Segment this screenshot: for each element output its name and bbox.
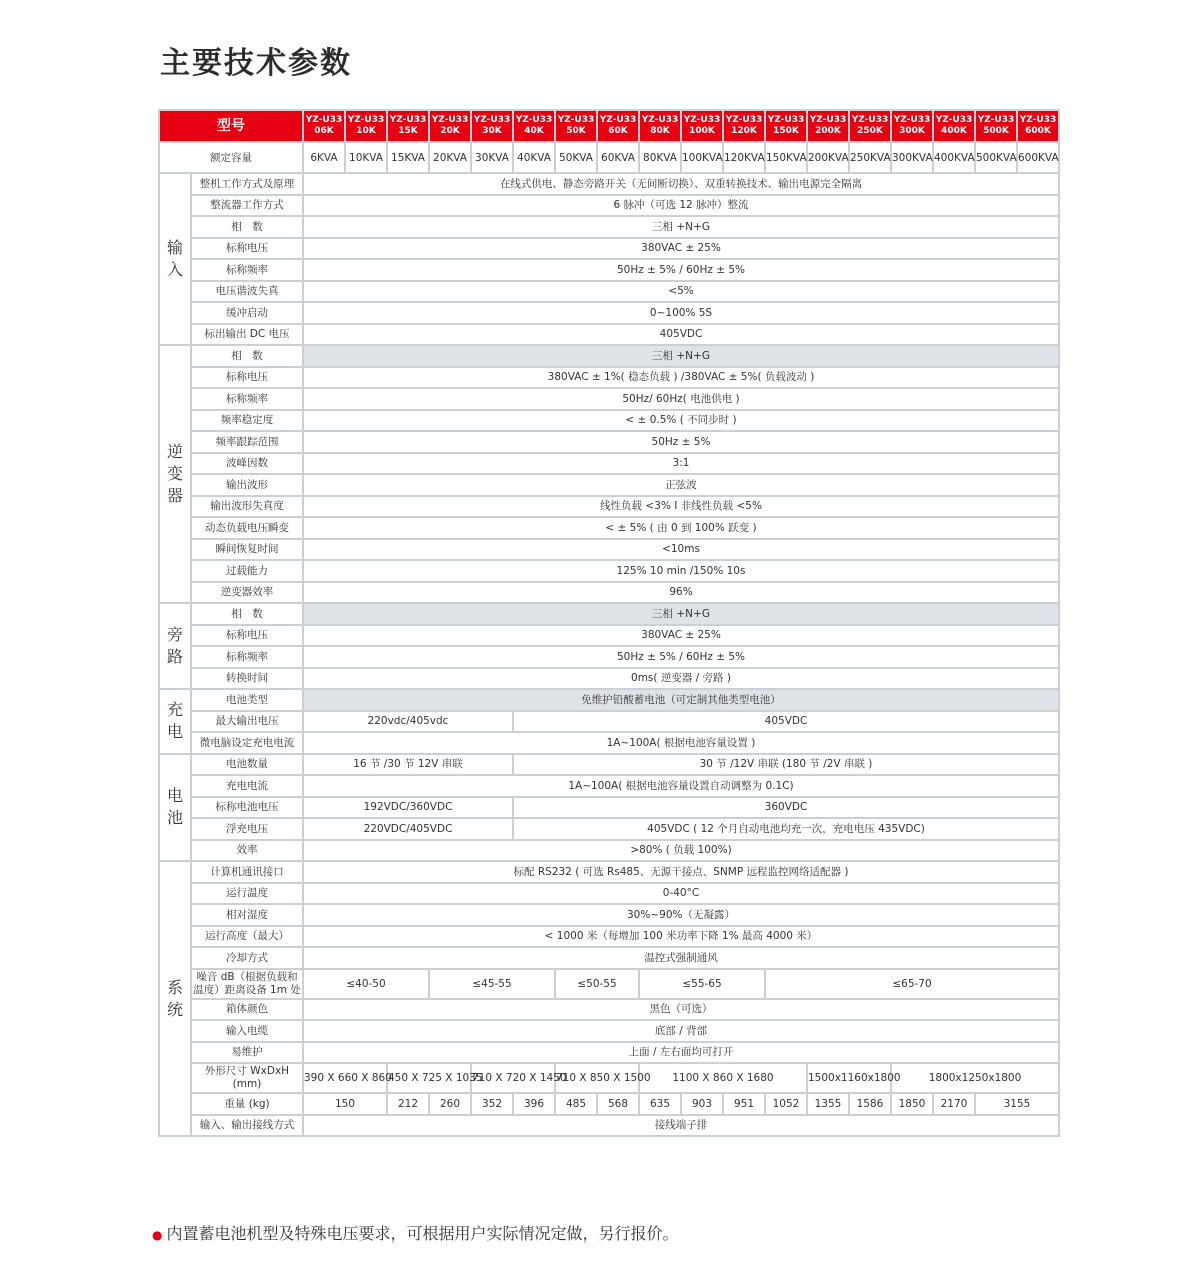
spec-label: 缓冲启动: [191, 302, 303, 324]
spec-row: [159, 302, 1059, 324]
spec-label: 相 数: [191, 603, 303, 625]
spec-label: 瞬间恢复时间: [191, 539, 303, 561]
weight-cell: 1355: [807, 1093, 849, 1115]
spec-row: [159, 259, 1059, 281]
spec-row: [159, 1115, 1059, 1137]
bullet-icon: ●: [152, 1227, 163, 1242]
footnote: [152, 1221, 679, 1244]
spec-label: 标称电压: [191, 367, 303, 389]
spec-label: 输出波形失真度: [191, 496, 303, 518]
weight-cell: 485: [555, 1093, 597, 1115]
spec-value: 标配 RS232 ( 可选 Rs485、无源干接点、SNMP 远程监控网络适配器 ): [303, 861, 1059, 883]
spec-row: [159, 904, 1059, 926]
spec-row: [159, 517, 1059, 539]
spec-label: 标出输出 DC 电压: [191, 324, 303, 346]
spec-row: [159, 560, 1059, 582]
dimension-cell: 1100 X 860 X 1680: [639, 1063, 807, 1093]
spec-label: 相对湿度: [191, 904, 303, 926]
spec-label: 电压谐波失真: [191, 281, 303, 303]
capacity-cell: 150KVA: [765, 142, 807, 173]
model-cell: YZ-U33 120K: [723, 110, 765, 142]
spec-value: 在线式供电、静态旁路开关（无间断切换）、双重转换技术、输出电源完全隔离: [303, 173, 1059, 195]
dimension-cell: 390 X 660 X 860: [303, 1063, 387, 1093]
noise-cell: ≤55-65: [639, 969, 765, 999]
spec-label: 标称电压: [191, 625, 303, 647]
dimension-cell: 710 X 720 X 1450: [471, 1063, 555, 1093]
model-cell: YZ-U33 06K: [303, 110, 345, 142]
spec-row: [159, 1093, 1059, 1115]
model-cell: YZ-U33 600K: [1017, 110, 1059, 142]
spec-row: [159, 388, 1059, 410]
spec-value: 温控式强制通风: [303, 947, 1059, 969]
spec-label: 过载能力: [191, 560, 303, 582]
dimension-cell: 710 X 850 X 1500: [555, 1063, 639, 1093]
capacity-cell: 250KVA: [849, 142, 891, 173]
spec-label: 充电电流: [191, 775, 303, 797]
spec-value: < 1000 米（每增加 100 米功率下降 1% 最高 4000 米）: [303, 926, 1059, 948]
spec-row: [159, 969, 1059, 999]
spec-value: >80% ( 负载 100%): [303, 840, 1059, 862]
spec-label: 易维护: [191, 1042, 303, 1064]
weight-cell: 212: [387, 1093, 429, 1115]
model-cell: YZ-U33 50K: [555, 110, 597, 142]
spec-row: [159, 625, 1059, 647]
spec-row: [159, 775, 1059, 797]
spec-label: 相 数: [191, 216, 303, 238]
spec-row: [159, 238, 1059, 260]
spec-row: [159, 861, 1059, 883]
model-cell: YZ-U33 15K: [387, 110, 429, 142]
spec-label: 整机工作方式及原理: [191, 173, 303, 195]
model-cell: YZ-U33 80K: [639, 110, 681, 142]
weight-cell: 396: [513, 1093, 555, 1115]
spec-value: <5%: [303, 281, 1059, 303]
spec-label: 运行温度: [191, 883, 303, 905]
dimension-cell: 1500x1160x1800: [807, 1063, 891, 1093]
spec-value: <10ms: [303, 539, 1059, 561]
capacity-cell: 40KVA: [513, 142, 555, 173]
spec-label: 动态负载电压瞬变: [191, 517, 303, 539]
spec-table: [158, 109, 1060, 1137]
capacity-cell: 20KVA: [429, 142, 471, 173]
capacity-label: 额定容量: [159, 142, 303, 173]
spec-row: [159, 1042, 1059, 1064]
spec-value: 50Hz ± 5% / 60Hz ± 5%: [303, 646, 1059, 668]
spec-row: [159, 603, 1059, 625]
weight-cell: 1052: [765, 1093, 807, 1115]
spec-value-b: 30 节 /12V 串联 (180 节 /2V 串联 ): [513, 754, 1059, 776]
model-cell: YZ-U33 40K: [513, 110, 555, 142]
spec-row: [159, 281, 1059, 303]
spec-row: [159, 732, 1059, 754]
spec-label: 浮充电压: [191, 818, 303, 840]
spec-value: 50Hz ± 5% / 60Hz ± 5%: [303, 259, 1059, 281]
group-label-battery: 电 池: [159, 754, 191, 862]
capacity-cell: 200KVA: [807, 142, 849, 173]
page-title: 主要技术参数: [160, 46, 352, 81]
capacity-cell: 500KVA: [975, 142, 1017, 173]
spec-label: 标称电池电压: [191, 797, 303, 819]
spec-value: 380VAC ± 25%: [303, 238, 1059, 260]
spec-label: 最大输出电压: [191, 711, 303, 733]
group-label-bypass: 旁 路: [159, 603, 191, 689]
spec-value-b: 405VDC ( 12 个月自动电池均充一次，充电电压 435VDC): [513, 818, 1059, 840]
spec-row: [159, 754, 1059, 776]
weight-cell: 568: [597, 1093, 639, 1115]
spec-row: [159, 689, 1059, 711]
spec-value: 0ms( 逆变器 / 旁路 ): [303, 668, 1059, 690]
spec-row: [159, 431, 1059, 453]
capacity-cell: 30KVA: [471, 142, 513, 173]
spec-label: 波峰因数: [191, 453, 303, 475]
spec-value: 接线端子排: [303, 1115, 1059, 1137]
spec-row: [159, 668, 1059, 690]
spec-label: 标称频率: [191, 646, 303, 668]
spec-value: 底部 / 背部: [303, 1020, 1059, 1042]
spec-row: [159, 883, 1059, 905]
spec-label: 微电脑设定充电电流: [191, 732, 303, 754]
spec-row: [159, 797, 1059, 819]
spec-label: 电池数量: [191, 754, 303, 776]
model-cell: YZ-U33 20K: [429, 110, 471, 142]
capacity-cell: 10KVA: [345, 142, 387, 173]
weight-cell: 951: [723, 1093, 765, 1115]
spec-value: < ± 0.5% ( 不同步时 ): [303, 410, 1059, 432]
weight-cell: 1586: [849, 1093, 891, 1115]
spec-value: 三相 +N+G: [303, 216, 1059, 238]
spec-value: 50Hz ± 5%: [303, 431, 1059, 453]
spec-row: [159, 1063, 1059, 1093]
weight-cell: 3155: [975, 1093, 1059, 1115]
spec-row: [159, 711, 1059, 733]
spec-label: 效率: [191, 840, 303, 862]
spec-row: [159, 216, 1059, 238]
model-header-label: 型号: [159, 110, 303, 142]
spec-label: 频率稳定度: [191, 410, 303, 432]
spec-row: [159, 173, 1059, 195]
spec-row: [159, 324, 1059, 346]
spec-value: 30%~90%（无凝露）: [303, 904, 1059, 926]
spec-label: 输入电缆: [191, 1020, 303, 1042]
spec-value-a: 220vdc/405vdc: [303, 711, 513, 733]
group-label-input: 输 入: [159, 173, 191, 345]
spec-value: < ± 5% ( 由 0 到 100% 跃变 ): [303, 517, 1059, 539]
capacity-cell: 80KVA: [639, 142, 681, 173]
weight-cell: 150: [303, 1093, 387, 1115]
model-cell: YZ-U33 400K: [933, 110, 975, 142]
footnote-text: 内置蓄电池机型及特殊电压要求，可根据用户实际情况定做，另行报价。: [166, 1224, 679, 1243]
spec-row: [159, 582, 1059, 604]
spec-value: 3:1: [303, 453, 1059, 475]
capacity-cell: 400KVA: [933, 142, 975, 173]
spec-label: 标称频率: [191, 259, 303, 281]
spec-value: 线性负载 <3% I 非线性负载 <5%: [303, 496, 1059, 518]
spec-value-b: 405VDC: [513, 711, 1059, 733]
weight-cell: 903: [681, 1093, 723, 1115]
group-label-system: 系 统: [159, 861, 191, 1136]
noise-cell: ≤40-50: [303, 969, 429, 999]
capacity-cell: 600KVA: [1017, 142, 1059, 173]
spec-value: 0-40°C: [303, 883, 1059, 905]
weight-cell: 2170: [933, 1093, 975, 1115]
spec-value-a: 220VDC/405VDC: [303, 818, 513, 840]
spec-row: [159, 926, 1059, 948]
spec-label: 电池类型: [191, 689, 303, 711]
model-cell: YZ-U33 30K: [471, 110, 513, 142]
model-cell: YZ-U33 10K: [345, 110, 387, 142]
spec-row: [159, 345, 1059, 367]
model-cell: YZ-U33 200K: [807, 110, 849, 142]
spec-label: 冷却方式: [191, 947, 303, 969]
spec-value: 上面 / 左右面均可打开: [303, 1042, 1059, 1064]
model-cell: YZ-U33 500K: [975, 110, 1017, 142]
spec-label: 输出波形: [191, 474, 303, 496]
capacity-cell: 6KVA: [303, 142, 345, 173]
spec-value: 三相 +N+G: [303, 603, 1059, 625]
header-row: [159, 110, 1059, 142]
noise-cell: ≤45-55: [429, 969, 555, 999]
model-cell: YZ-U33 60K: [597, 110, 639, 142]
spec-label: 计算机通讯接口: [191, 861, 303, 883]
spec-value: 正弦波: [303, 474, 1059, 496]
spec-label: 重量 (kg): [191, 1093, 303, 1115]
noise-cell: ≤50-55: [555, 969, 639, 999]
model-cell: YZ-U33 300K: [891, 110, 933, 142]
spec-value: 50Hz/ 60Hz( 电池供电 ): [303, 388, 1059, 410]
group-label-charge: 充 电: [159, 689, 191, 754]
capacity-cell: 50KVA: [555, 142, 597, 173]
dimension-cell: 450 X 725 X 1035: [387, 1063, 471, 1093]
spec-row: [159, 474, 1059, 496]
spec-value-a: 16 节 /30 节 12V 串联: [303, 754, 513, 776]
spec-value: 96%: [303, 582, 1059, 604]
spec-value-b: 360VDC: [513, 797, 1059, 819]
noise-cell: ≤65-70: [765, 969, 1059, 999]
spec-value: 6 脉冲（可选 12 脉冲）整流: [303, 195, 1059, 217]
dimension-cell: 1800x1250x1800: [891, 1063, 1059, 1093]
spec-label: 箱体颜色: [191, 999, 303, 1021]
group-label-inverter: 逆 变 器: [159, 345, 191, 603]
spec-value: 黑色（可选）: [303, 999, 1059, 1021]
capacity-cell: 120KVA: [723, 142, 765, 173]
spec-label: 运行高度（最大）: [191, 926, 303, 948]
spec-value: 1A~100A( 根据电池容量设置 ): [303, 732, 1059, 754]
spec-row: [159, 410, 1059, 432]
capacity-cell: 15KVA: [387, 142, 429, 173]
spec-value: 免维护铅酸蓄电池（可定制其他类型电池）: [303, 689, 1059, 711]
spec-row: [159, 496, 1059, 518]
spec-value: 三相 +N+G: [303, 345, 1059, 367]
spec-label: 整流器工作方式: [191, 195, 303, 217]
weight-cell: 635: [639, 1093, 681, 1115]
spec-row: [159, 453, 1059, 475]
spec-label: 标称电压: [191, 238, 303, 260]
model-cell: YZ-U33 150K: [765, 110, 807, 142]
spec-label: 频率跟踪范围: [191, 431, 303, 453]
spec-row: [159, 367, 1059, 389]
capacity-cell: 100KVA: [681, 142, 723, 173]
spec-label: 噪音 dB（根据负载和温度）距离设备 1m 处: [191, 969, 303, 999]
spec-label: 转换时间: [191, 668, 303, 690]
spec-row: [159, 539, 1059, 561]
spec-label: 外形尺寸 WxDxH (mm): [191, 1063, 303, 1093]
capacity-cell: 60KVA: [597, 142, 639, 173]
weight-cell: 352: [471, 1093, 513, 1115]
weight-cell: 1850: [891, 1093, 933, 1115]
model-cell: YZ-U33 100K: [681, 110, 723, 142]
weight-cell: 260: [429, 1093, 471, 1115]
spec-value: 125% 10 min /150% 10s: [303, 560, 1059, 582]
spec-label: 输入、输出接线方式: [191, 1115, 303, 1137]
capacity-row: [159, 142, 1059, 173]
spec-row: [159, 840, 1059, 862]
spec-value: 1A~100A( 根据电池容量设置自动调整为 0.1C): [303, 775, 1059, 797]
spec-label: 相 数: [191, 345, 303, 367]
spec-row: [159, 195, 1059, 217]
spec-row: [159, 947, 1059, 969]
spec-value: 380VAC ± 1%( 稳态负载 ) /380VAC ± 5%( 负载波动 ): [303, 367, 1059, 389]
spec-row: [159, 999, 1059, 1021]
model-cell: YZ-U33 250K: [849, 110, 891, 142]
spec-row: [159, 1020, 1059, 1042]
spec-value: 0~100% 5S: [303, 302, 1059, 324]
spec-value-a: 192VDC/360VDC: [303, 797, 513, 819]
spec-row: [159, 646, 1059, 668]
spec-label: 标称频率: [191, 388, 303, 410]
spec-row: [159, 818, 1059, 840]
spec-label: 逆变器效率: [191, 582, 303, 604]
spec-value: 405VDC: [303, 324, 1059, 346]
spec-value: 380VAC ± 25%: [303, 625, 1059, 647]
capacity-cell: 300KVA: [891, 142, 933, 173]
